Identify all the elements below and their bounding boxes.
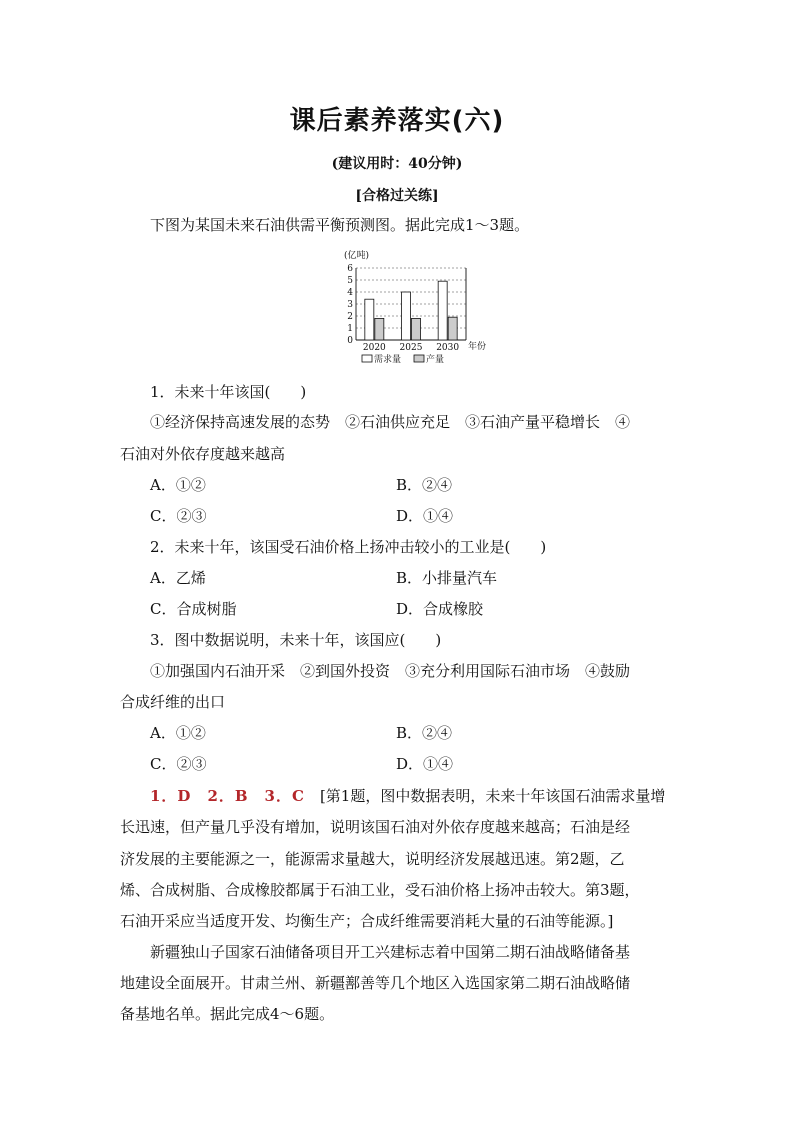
answer-line-5: 石油开采应当适度开发、均衡生产；合成纤维需要消耗大量的石油等能源。] xyxy=(120,912,614,930)
q1-options-line1: ①经济保持高速发展的态势 ②石油供应充足 ③石油产量平稳增长 ④ xyxy=(150,413,631,431)
intro-text: 下图为某国未来石油供需平衡预测图。据此完成1～3题。 xyxy=(150,216,530,234)
suggested-time: (建议用时：40分钟) xyxy=(331,156,463,172)
answer-line-2: 长迅速，但产量几乎没有增加，说明该国石油对外依存度越来越高；石油是经 xyxy=(120,818,631,836)
answer-line-3: 济发展的主要能源之一，能源需求量越大，说明经济发展越迅速。第2题，乙 xyxy=(120,850,625,868)
answer-line-4: 烯、合成树脂、合成橡胶都属于石油工业，受石油价格上扬冲击较大。第3题， xyxy=(120,881,640,899)
q1-choice-b: B．②④ xyxy=(396,476,453,494)
legend-label-production: 产量 xyxy=(426,355,445,365)
q3-options-line1: ①加强国内石油开采 ②到国外投资 ③充分利用国际石油市场 ④鼓励 xyxy=(150,662,631,680)
q1-choice-a: A．①② xyxy=(150,476,206,494)
supply-demand-chart xyxy=(338,250,488,370)
x-axis-label: 年份 xyxy=(468,342,487,352)
y-tick-label: 2 xyxy=(347,312,353,322)
passage2-line-1: 新疆独山子国家石油储备项目开工兴建标志着中国第二期石油战略储备基 xyxy=(150,943,631,961)
y-tick-label: 5 xyxy=(347,276,353,286)
bar-demand xyxy=(438,281,447,340)
page-title: 课后素养落实(六) xyxy=(289,106,505,136)
passage2-line-3: 备基地名单。据此完成4～6题。 xyxy=(120,1005,335,1023)
legend-swatch-demand xyxy=(362,355,372,362)
y-tick-label: 6 xyxy=(347,264,353,274)
bar-demand xyxy=(402,292,411,340)
q3-choice-b: B．②④ xyxy=(396,724,453,742)
q1-options-line2: 石油对外依存度越来越高 xyxy=(120,445,286,463)
y-tick-label: 1 xyxy=(347,324,353,334)
answer-line-1 xyxy=(150,786,665,806)
bar-production xyxy=(448,317,457,340)
answer-key: 1．D 2．B 3．C xyxy=(150,787,305,805)
bar-production xyxy=(375,318,384,340)
x-tick-label: 2030 xyxy=(436,343,460,353)
x-tick-label: 2020 xyxy=(362,343,386,353)
bar-demand xyxy=(365,299,374,340)
q1-choice-c: C．②③ xyxy=(150,507,207,525)
x-tick-label: 2025 xyxy=(399,343,423,353)
q2-choice-c: C．合成树脂 xyxy=(150,600,237,618)
y-tick-label: 3 xyxy=(347,300,353,310)
y-tick-label: 4 xyxy=(347,288,353,298)
q2-stem: 2．未来十年，该国受石油价格上扬冲击较小的工业是( ) xyxy=(150,538,547,556)
legend-swatch-production xyxy=(414,355,424,362)
y-tick-label: 0 xyxy=(347,336,353,346)
q3-choice-a: A．①② xyxy=(150,724,206,742)
q3-stem: 3．图中数据说明，未来十年，该国应( ) xyxy=(150,631,442,649)
q3-choice-c: C．②③ xyxy=(150,755,207,773)
section-heading: [合格过关练] xyxy=(355,188,439,204)
bar-production xyxy=(412,318,421,340)
answer-explanation-start: [第1题，图中数据表明，未来十年该国石油需求量增 xyxy=(304,787,666,805)
q1-stem: 1．未来十年该国( ) xyxy=(150,383,307,401)
q3-options-line2: 合成纤维的出口 xyxy=(120,693,226,711)
q1-choice-d: D．①④ xyxy=(396,507,454,525)
q2-choice-b: B．小排量汽车 xyxy=(396,569,498,587)
passage2-line-2: 地建设全面展开。甘肃兰州、新疆鄯善等几个地区入选国家第二期石油战略储 xyxy=(120,974,631,992)
legend-label-demand: 需求量 xyxy=(374,355,402,365)
q2-choice-d: D．合成橡胶 xyxy=(396,600,484,618)
q2-choice-a: A．乙烯 xyxy=(150,569,206,587)
y-axis-label: (亿吨) xyxy=(344,251,370,261)
q3-choice-d: D．①④ xyxy=(396,755,454,773)
